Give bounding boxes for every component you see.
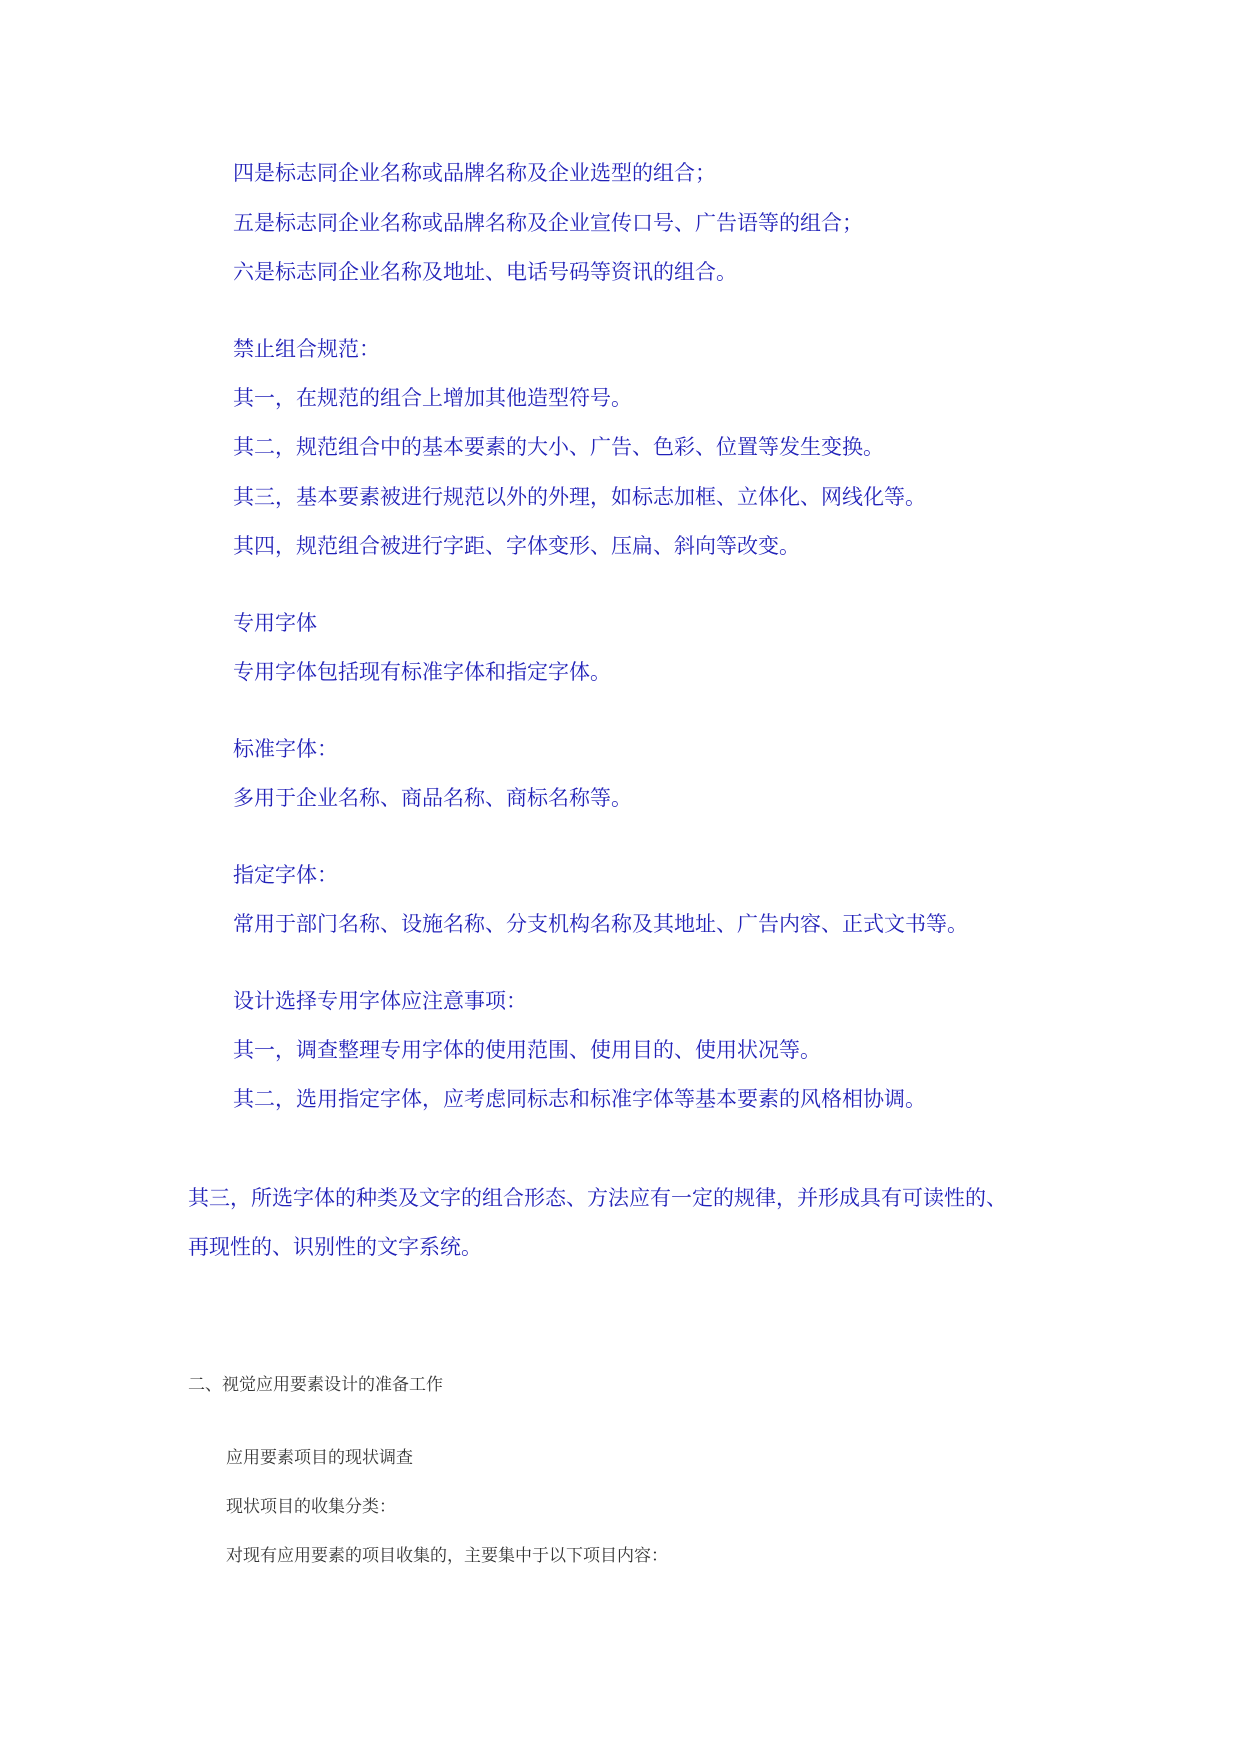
standard-font-heading: 标准字体： (233, 737, 338, 761)
design-note-2: 其二，选用指定字体，应考虑同标志和标准字体等基本要素的风格相协调。 (233, 1087, 926, 1111)
design-note-3-line-1: 其三，所选字体的种类及文字的组合形态、方法应有一定的规律，并形成具有可读性的、 (188, 1186, 1007, 1210)
prohibited-item-3: 其三，基本要素被进行规范以外的外理，如标志加框、立体化、网线化等。 (233, 485, 926, 509)
designated-font-description: 常用于部门名称、设施名称、分支机构名称及其地址、广告内容、正式文书等。 (233, 912, 968, 936)
prohibited-item-2: 其二，规范组合中的基本要素的大小、广告、色彩、位置等发生变换。 (233, 435, 884, 459)
design-notes-heading: 设计选择专用字体应注意事项： (233, 989, 527, 1013)
section-2-title: 二、视觉应用要素设计的准备工作 (188, 1375, 443, 1395)
dedicated-font-heading: 专用字体 (233, 611, 317, 635)
prohibited-item-1: 其一，在规范的组合上增加其他造型符号。 (233, 386, 632, 410)
section-2-line-1: 应用要素项目的现状调查 (226, 1448, 413, 1468)
standard-font-description: 多用于企业名称、商品名称、商标名称等。 (233, 786, 632, 810)
form-combination-4: 四是标志同企业名称或品牌名称及企业选型的组合； (233, 161, 716, 185)
form-combination-6: 六是标志同企业名称及地址、电话号码等资讯的组合。 (233, 260, 737, 284)
prohibited-item-4: 其四，规范组合被进行字距、字体变形、压扁、斜向等改变。 (233, 534, 800, 558)
form-combination-5: 五是标志同企业名称或品牌名称及企业宣传口号、广告语等的组合； (233, 211, 863, 235)
prohibited-heading: 禁止组合规范： (233, 337, 380, 361)
dedicated-font-description: 专用字体包括现有标准字体和指定字体。 (233, 660, 611, 684)
section-2-line-3: 对现有应用要素的项目收集的，主要集中于以下项目内容： (226, 1546, 668, 1566)
designated-font-heading: 指定字体： (233, 863, 338, 887)
design-note-3-line-2: 再现性的、识别性的文字系统。 (188, 1235, 482, 1259)
section-2-line-2: 现状项目的收集分类： (226, 1497, 396, 1517)
design-note-1: 其一，调查整理专用字体的使用范围、使用目的、使用状况等。 (233, 1038, 821, 1062)
